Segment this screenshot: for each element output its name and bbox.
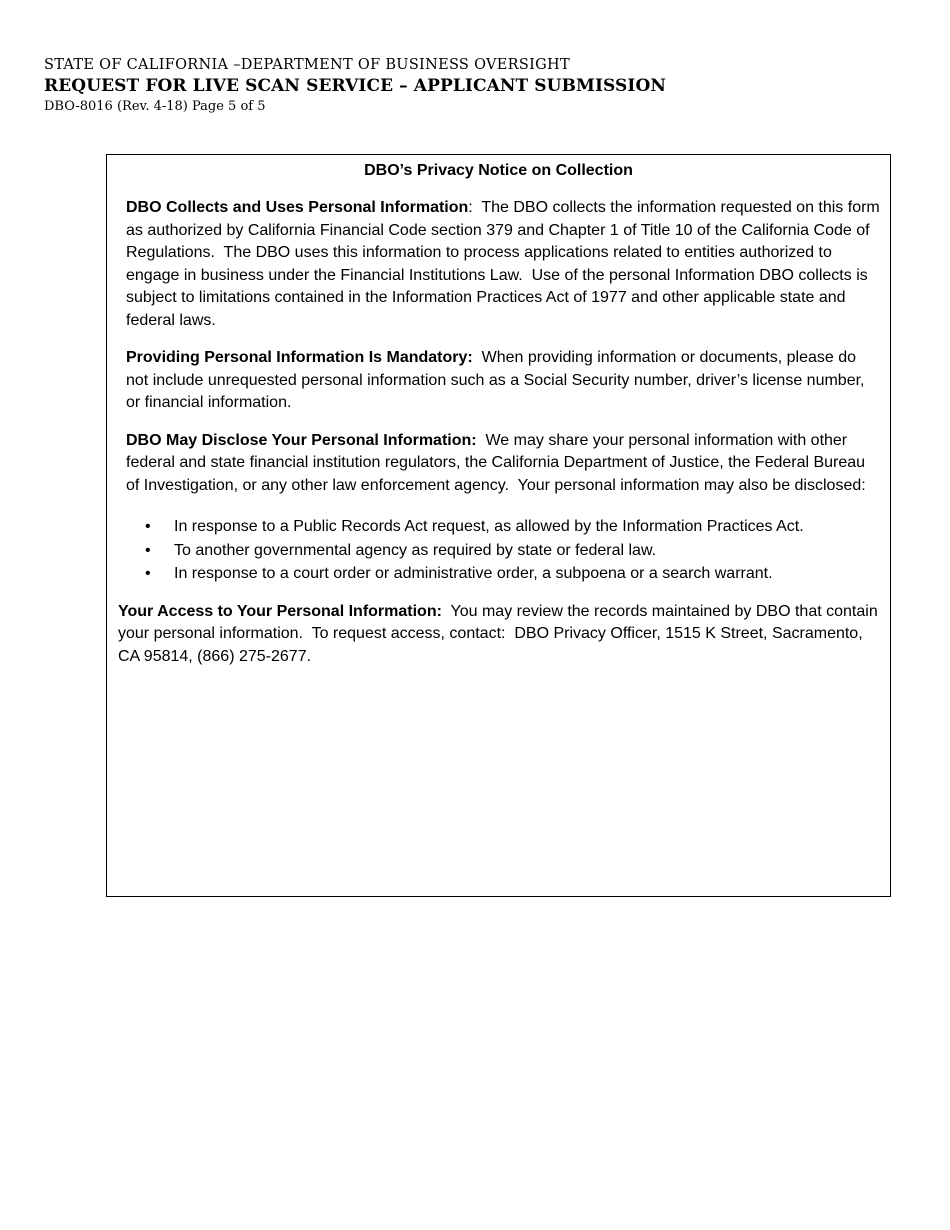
agency-line: STATE OF CALIFORNIA –DEPARTMENT OF BUSINESS OVERSIGHT: [44, 57, 570, 73]
bullet-icon: •: [145, 518, 151, 535]
mandatory-paragraph: [126, 347, 881, 415]
form-title: REQUEST FOR LIVE SCAN SERVICE – APPLICANT SUBMISSION: [44, 76, 667, 96]
disclose-paragraph: [126, 430, 881, 498]
access-body: You may review the records maintained by DBO that contain your personal information. To request access, contact: DBO Privacy Officer, 1515 K Street, Sacramento, CA 95814, (866) 275-2677.: [118, 602, 883, 665]
list-item: [126, 562, 881, 586]
privacy-notice-title: DBO’s Privacy Notice on Collection: [364, 162, 633, 179]
list-item-text: In response to a Public Records Act request, as allowed by the Information Practices Act.: [174, 518, 804, 535]
access-heading: Your Access to Your Personal Information:: [118, 602, 442, 620]
disclosure-list: [126, 515, 881, 586]
bullet-icon: •: [145, 541, 151, 559]
bullet-icon: •: [145, 565, 151, 582]
list-item-text: To another governmental agency as required by state or federal law.: [174, 541, 657, 559]
collects-heading: DBO Collects and Uses Personal Information: [126, 199, 469, 216]
list-item-text: In response to a court order or administrative order, a subpoena or a search warrant.: [174, 565, 773, 582]
disclose-body: We may share your personal information with other federal and state financial institution regulators, the California Department of Justice, the Federal Bureau of Investigation, or any other law enforcement agency. Your personal information may also be disclosed:: [126, 431, 870, 494]
list-item: [126, 539, 881, 563]
privacy-notice-box: [106, 154, 891, 897]
collects-paragraph: [126, 197, 885, 332]
document-header: [44, 56, 666, 115]
form-number: DBO-8016 (Rev. 4-18) Page 5 of 5: [44, 99, 266, 114]
collects-body: : The DBO collects the information requested on this form as authorized by California Financial Code section 379 and Chapter 1 of Title 10 of the California Code of Regulations. The DBO uses this information to process applications related to entities authorized to engage in business under the Financial Institutions Law. Use of the personal Information DBO collects is subject to limitations contained in the Information Practices Act of 1977 and other applicable state and federal laws.: [126, 199, 885, 329]
mandatory-heading: Providing Personal Information Is Mandatory:: [126, 349, 473, 366]
access-paragraph: [118, 601, 883, 669]
mandatory-body: When providing information or documents, please do not include unrequested personal information such as a Social Security number, driver’s license number, or financial information.: [126, 349, 869, 411]
disclose-heading: DBO May Disclose Your Personal Information:: [126, 431, 477, 449]
list-item: [126, 515, 881, 539]
